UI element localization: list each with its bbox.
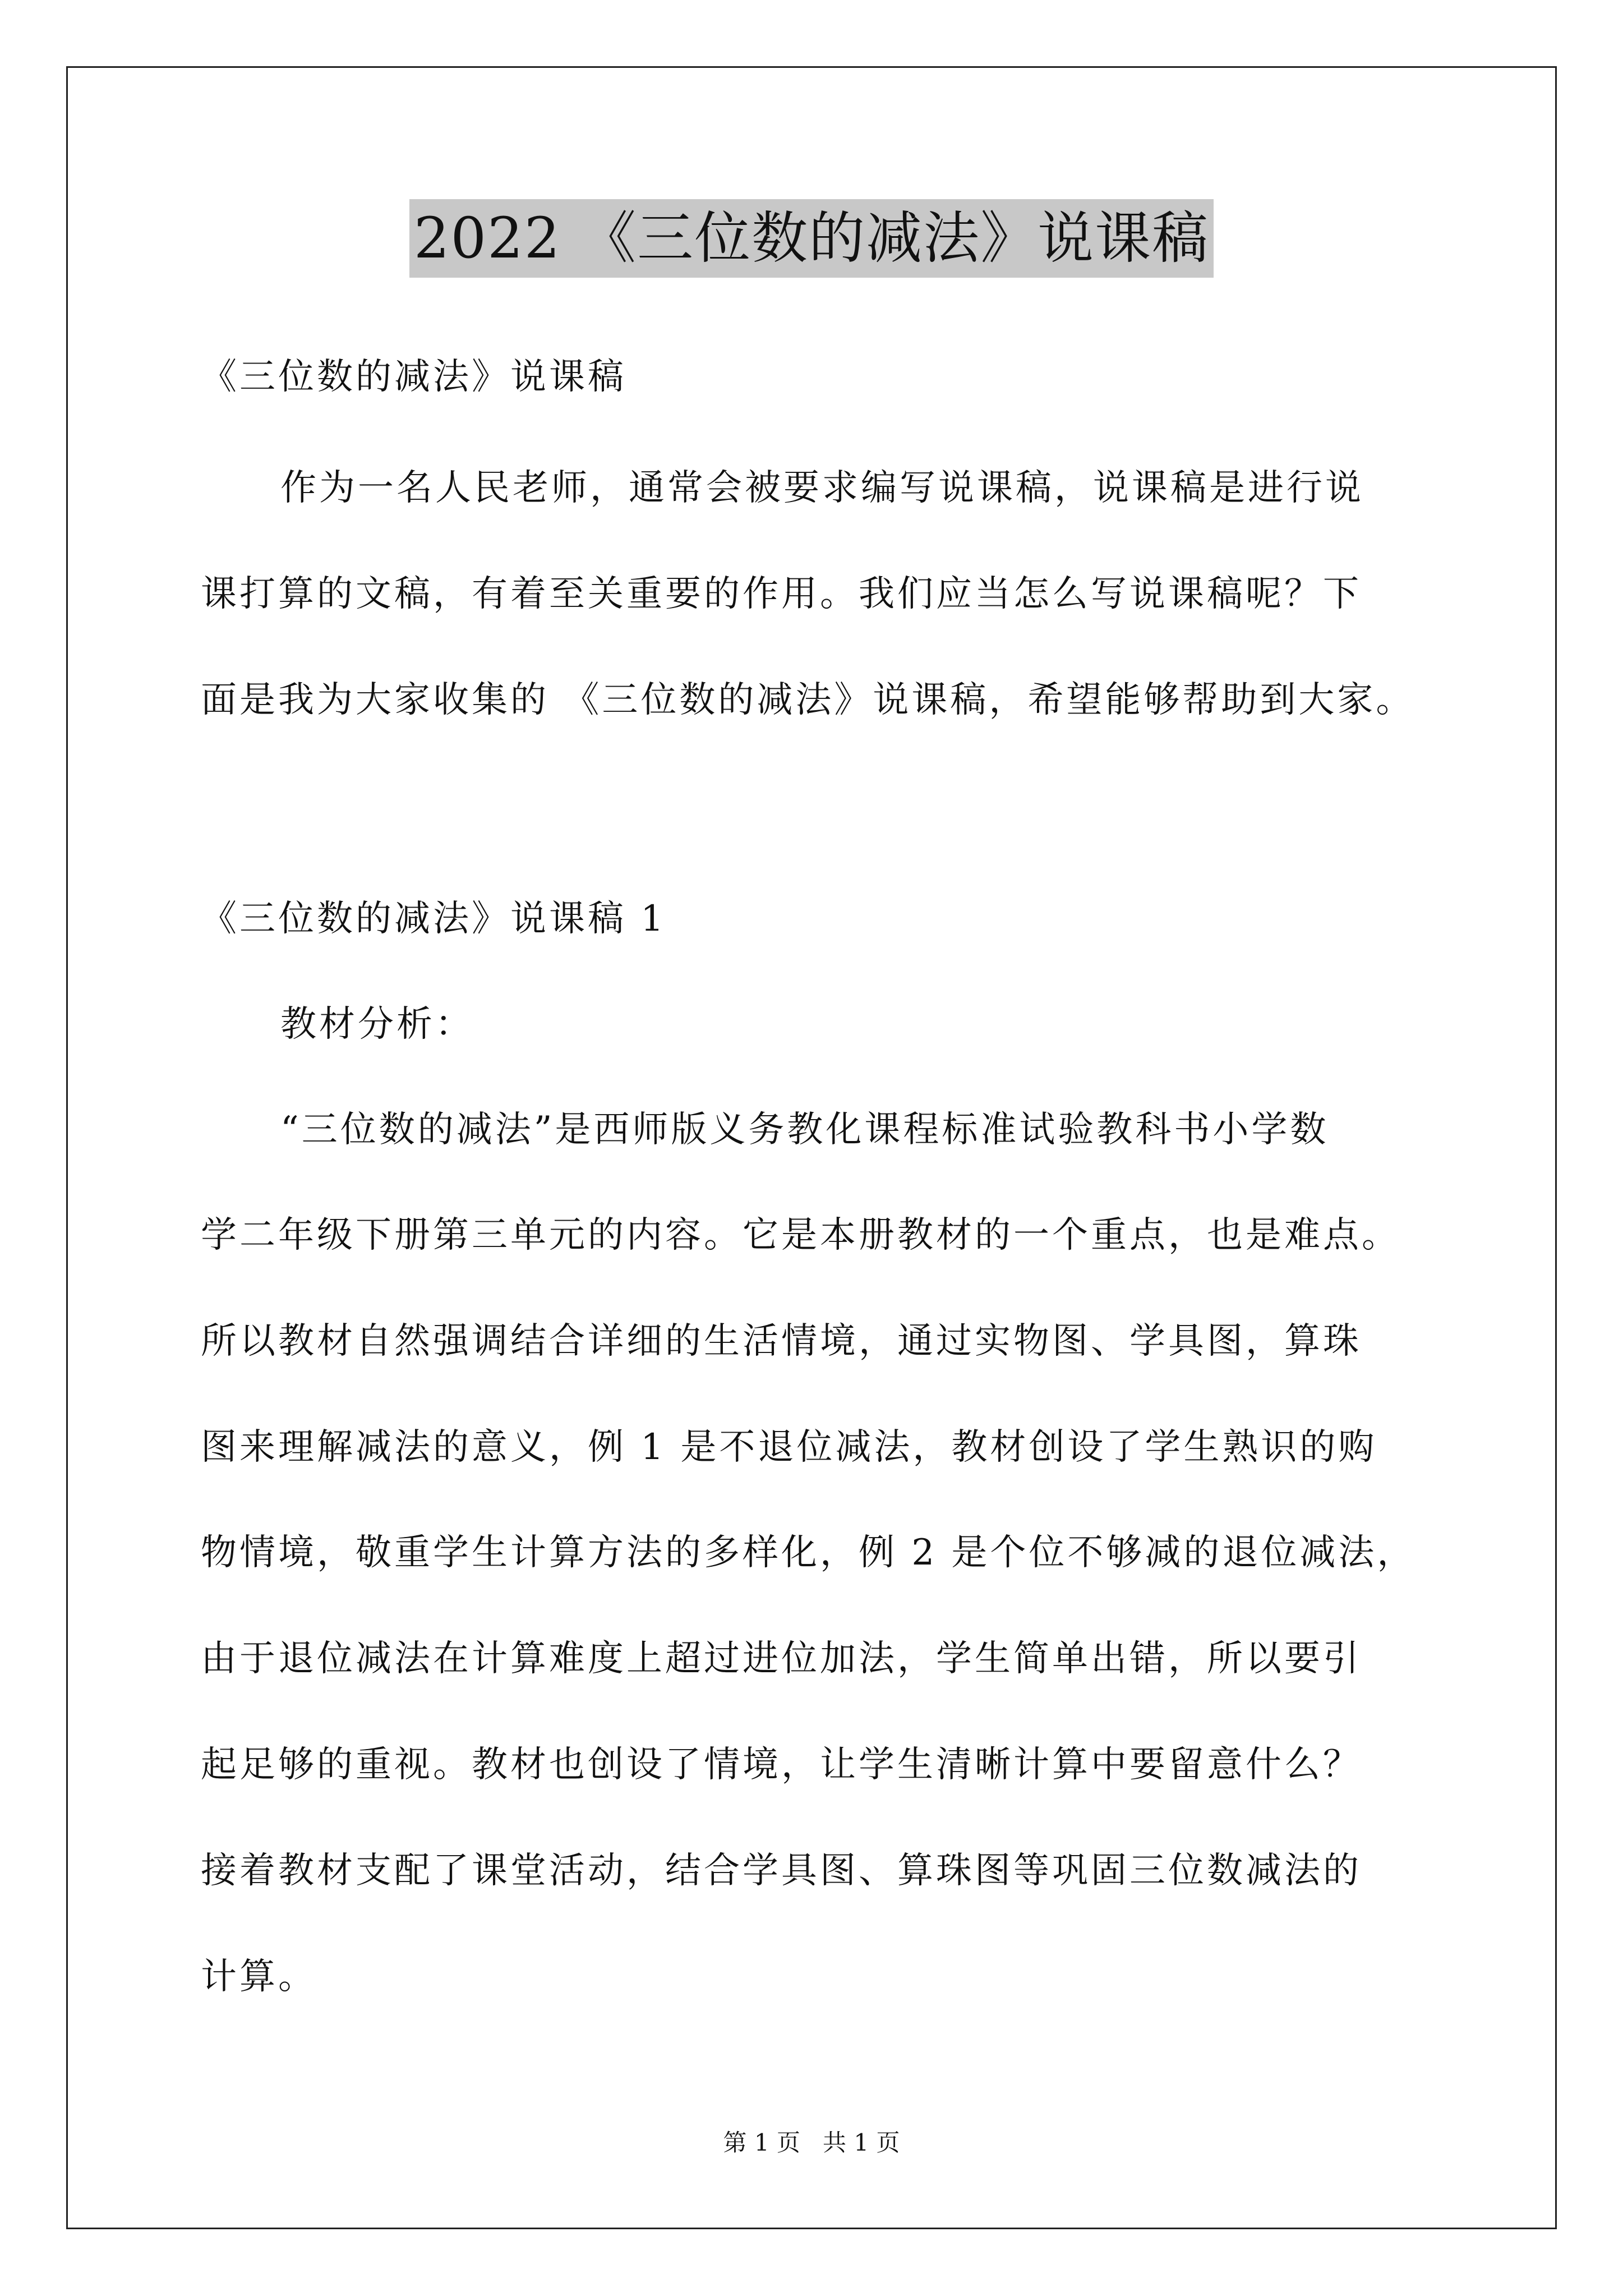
body-line: 学二年级下册第三单元的内容。它是本册教材的一个重点，也是难点。	[201, 1214, 1400, 1256]
body-line: 所以教材自然强调结合详细的生活情境，通过实物图、学具图，算珠	[201, 1320, 1362, 1362]
subsection-heading: 教材分析：	[280, 1004, 474, 1045]
body-line: 计算。	[201, 1956, 317, 1998]
body-line: 图来理解减法的意义，例 1 是不退位减法，教材创设了学生熟识的购	[201, 1427, 1377, 1468]
body-line: 由于退位减法在计算难度上超过进位加法，学生简单出错，所以要引	[201, 1638, 1362, 1680]
title-container	[0, 199, 1623, 278]
document-subtitle: 《三位数的减法》说课稿	[201, 356, 626, 398]
section-heading: 《三位数的减法》说课稿 1	[201, 898, 667, 940]
body-line: “三位数的减法”是西师版义务教化课程标准试验教科书小学数	[280, 1109, 1329, 1151]
body-line: 物情境，敬重学生计算方法的多样化，例 2 是个位不够减的退位减法，	[201, 1532, 1416, 1573]
intro-line: 作为一名人民老师，通常会被要求编写说课稿，说课稿是进行说	[280, 467, 1364, 509]
intro-line: 面是我为大家收集的 《三位数的减法》说课稿，希望能够帮助到大家。	[201, 679, 1415, 721]
body-line: 接着教材支配了课堂活动，结合学具图、算珠图等巩固三位数减法的	[201, 1850, 1362, 1892]
body-line: 起足够的重视。教材也创设了情境，让学生清晰计算中要留意什么？	[201, 1744, 1362, 1786]
page-footer: 第 1 页 共 1 页	[723, 2129, 900, 2156]
intro-line: 课打算的文稿，有着至关重要的作用。我们应当怎么写说课稿呢？下	[201, 573, 1362, 615]
document-title: 2022 《三位数的减法》说课稿	[409, 199, 1214, 278]
